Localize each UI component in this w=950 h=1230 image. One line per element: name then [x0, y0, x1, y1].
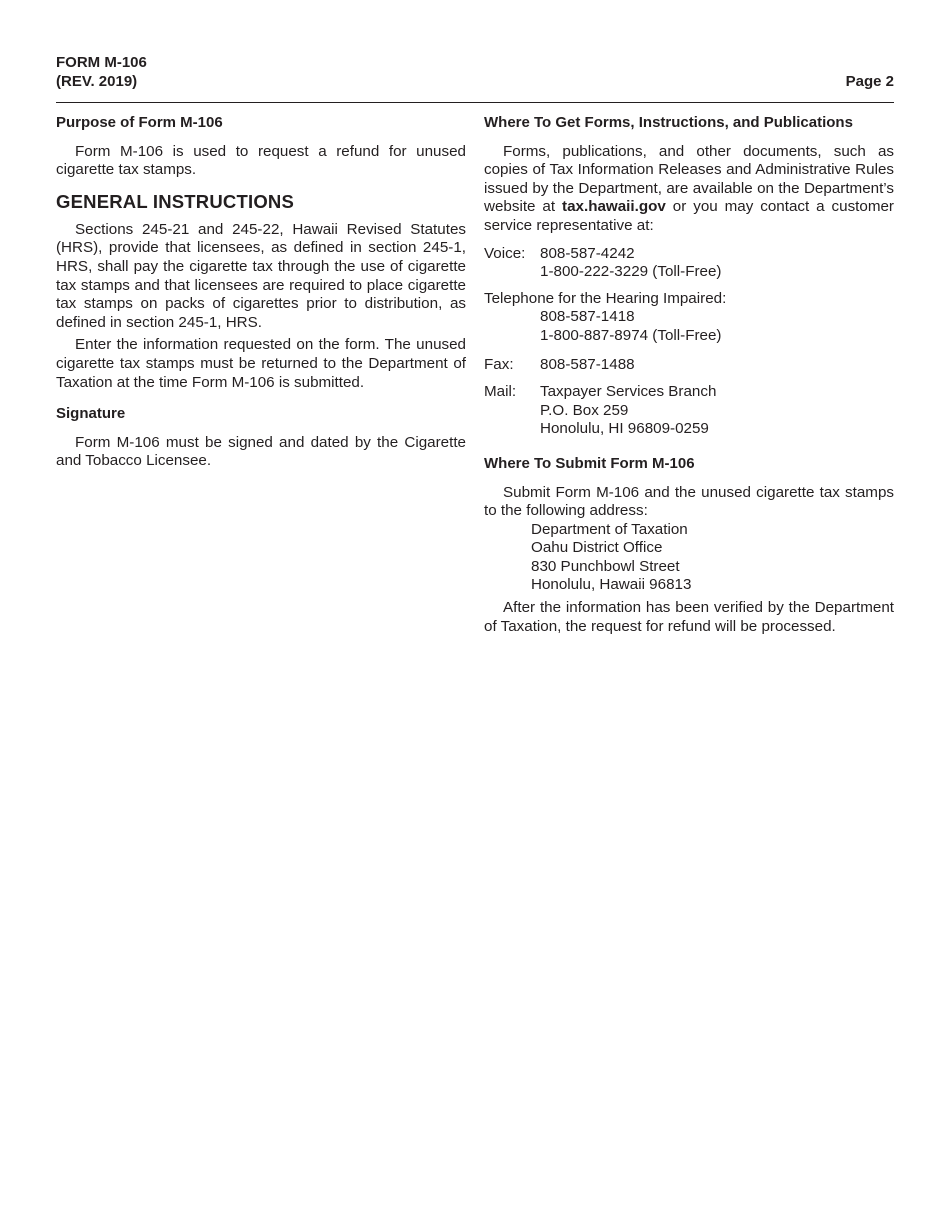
signature-text: Form M-106 must be signed and dated by the Cigarette and Tobacco Licensee. — [56, 433, 466, 470]
address-line-1: Department of Taxation — [531, 520, 688, 538]
closing-text: After the information has been verified by the Department of Taxation, the request for refund will be processed. — [484, 599, 894, 635]
forms-heading: Where To Get Forms, Instructions, and Publications — [484, 114, 853, 131]
header-divider — [56, 102, 894, 103]
address-line-4: Honolulu, Hawaii 96813 — [531, 576, 692, 594]
hearing-impaired-contact — [484, 290, 894, 346]
address-line-3: 830 Punchbowl Street — [531, 557, 680, 575]
signature-heading: Signature — [56, 405, 126, 423]
hearing-impaired-number-tollfree: 1-800-887-8974 (Toll-Free) — [540, 326, 722, 344]
submit-heading: Where To Submit Form M-106 — [484, 454, 695, 472]
submit-address — [484, 521, 894, 595]
purpose-text: Form M-106 is used to request a refund for unused cigarette tax stamps. — [56, 142, 466, 179]
voice-number-tollfree: 1-800-222-3229 (Toll-Free) — [540, 263, 722, 281]
fax-number: 808-587-1488 — [540, 355, 635, 373]
voice-label: Voice: — [484, 244, 526, 262]
voice-contact — [484, 245, 894, 282]
fax-label: Fax: — [484, 355, 514, 373]
general-instructions-heading: GENERAL INSTRUCTIONS — [56, 190, 295, 212]
mail-line-2: P.O. Box 259 — [540, 401, 629, 419]
mail-line-3: Honolulu, HI 96809-0259 — [540, 420, 709, 438]
website-link[interactable]: tax.hawaii.gov — [562, 198, 666, 216]
forms-text — [484, 143, 894, 236]
page-header — [56, 53, 894, 91]
hearing-impaired-number-local: 808-587-1418 — [540, 308, 635, 326]
hearing-impaired-label: Telephone for the Hearing Impaired: — [484, 289, 727, 307]
mail-label: Mail: — [484, 383, 517, 401]
form-number: FORM M-106 — [56, 54, 147, 71]
forms-text-before: Forms, publications, and other documents, such as copies of Tax Information Releases and Administrative Rules issued by the Department, are available on the Department’s website at — [484, 142, 894, 216]
left-column — [56, 114, 466, 471]
mail-contact — [484, 383, 894, 439]
form-revision: (REV. 2019) — [56, 73, 138, 90]
form-identifier — [56, 53, 147, 91]
mail-line-1: Taxpayer Services Branch — [540, 383, 717, 401]
general-instructions-paragraph-2: Enter the information requested on the form. The unused cigarette tax stamps must be returned to the Department of Taxation at the time Form M-106 is submitted. — [56, 336, 466, 391]
fax-contact — [484, 356, 894, 375]
purpose-heading: Purpose of Form M-106 — [56, 114, 223, 131]
voice-number-local: 808-587-4242 — [540, 244, 635, 262]
general-instructions-paragraph-1: Sections 245-21 and 245-22, Hawaii Revised Statutes (HRS), provide that licensees, as defined in section 245-1, HRS, shall pay the cigarette tax through the use of cigarette tax stamps and that licensees are required to place cigarette tax stamps on packs of cigarettes prior to distribution, as defined in section 245-1, HRS. — [56, 220, 466, 331]
right-column — [484, 114, 894, 636]
forms-text-after: or you may contact a customer service representative at: — [484, 198, 894, 234]
address-line-2: Oahu District Office — [531, 539, 663, 557]
page-number: Page 2 — [845, 73, 894, 90]
submit-text: Submit Form M-106 and the unused cigarette tax stamps to the following address: — [484, 483, 894, 520]
